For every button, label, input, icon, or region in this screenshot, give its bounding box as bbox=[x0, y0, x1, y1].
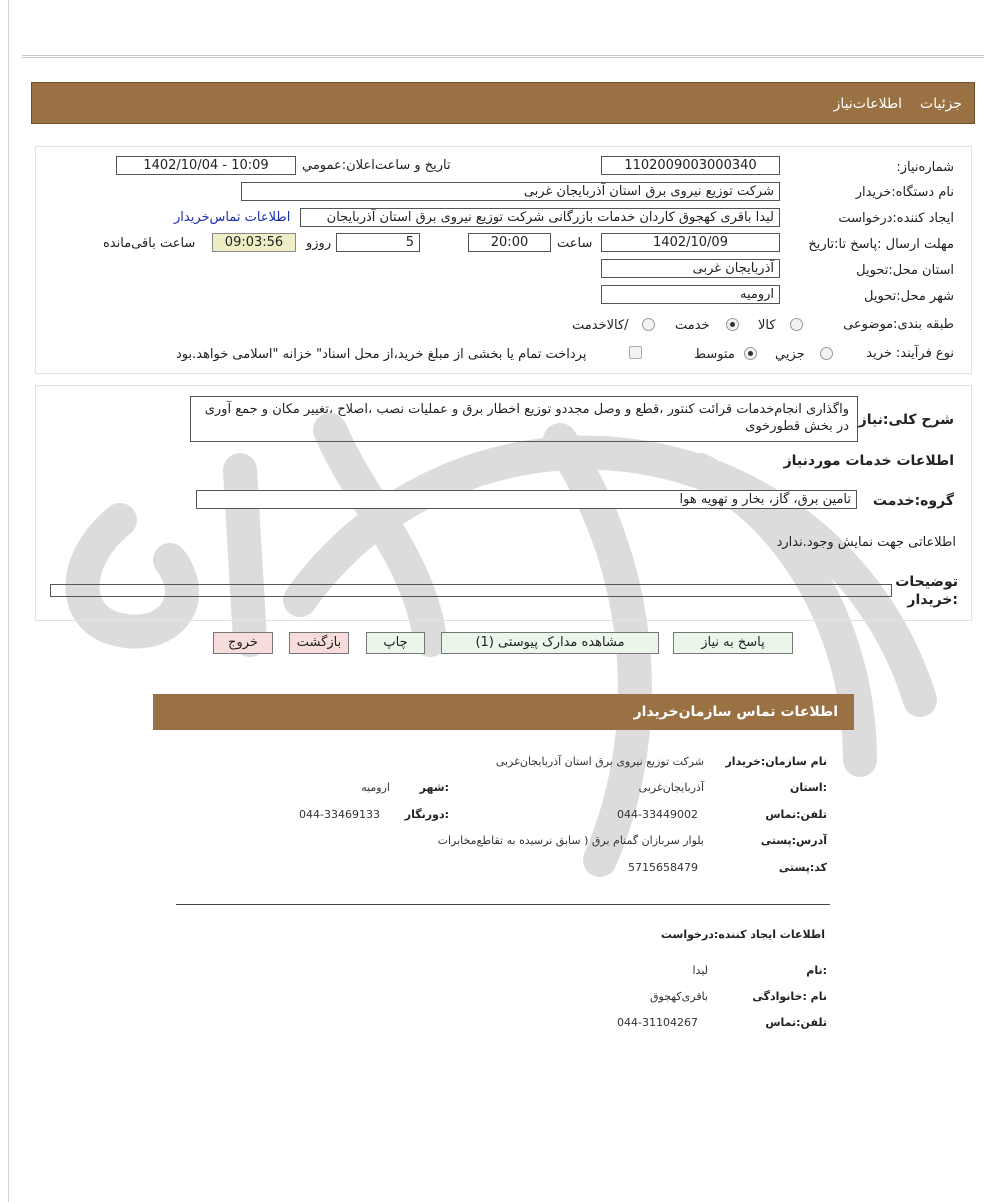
contact-city-value: ارومیه bbox=[361, 781, 390, 794]
buyer-contact-header bbox=[153, 694, 854, 730]
general-description-field: واگذاری انجام‌خدمات قرائت کنتور ،قطع و وصل مجددو توزیع اخطار برق و عملیات نصب ،اصلاح ،تغییر مکان و جمع آوری در بخش قطورخوی bbox=[190, 396, 858, 442]
deadline-time-field: 20:00 bbox=[468, 233, 551, 252]
announce-field: 1402/10/04 - 10:09 bbox=[116, 156, 296, 175]
need-number-label: شماره‌نیاز: bbox=[896, 160, 954, 175]
print-button[interactable]: چاپ bbox=[366, 632, 425, 654]
buyer-contact-title: اطلاعات تماس سازمان‌خریدار bbox=[633, 704, 838, 720]
remaining-time-field: 09:03:56 bbox=[212, 233, 296, 252]
creator-family-label: نام :خانوادگی bbox=[752, 990, 827, 1003]
need-info-panel bbox=[35, 146, 972, 374]
creator-name-label: :نام bbox=[806, 964, 827, 977]
city-label: شهر محل‌:تحویل bbox=[864, 289, 954, 304]
deadline-label: مهلت ارسال :پاسخ تا:تاریخ bbox=[808, 237, 954, 252]
creator-name-value: لیدا bbox=[692, 964, 708, 977]
reply-button[interactable]: پاسخ به نیاز bbox=[673, 632, 793, 654]
deadline-date-field: 1402/10/09 bbox=[601, 233, 780, 252]
days-label: روزو bbox=[306, 236, 332, 251]
city-field: ارومیه bbox=[601, 285, 780, 304]
buyer-org-name-label: نام سازمان:خریدار bbox=[725, 755, 827, 768]
remaining-label: ساعت باقی‌مانده bbox=[103, 236, 196, 251]
buyer-org-field: شرکت توزیع نیروی برق استان آذربایجان غربی bbox=[241, 182, 780, 201]
creator-phone-label: تلفن:تماس bbox=[765, 1016, 827, 1029]
contact-phone-label: تلفن:تماس bbox=[765, 808, 827, 821]
treasury-payment-note: پرداخت تمام یا بخشی از مبلغ خرید،از محل اسناد" خزانه "اسلامی خواهد.بود bbox=[176, 347, 587, 362]
announce-label: تاریخ و ساعت‌اعلان‌:عمومي bbox=[302, 158, 451, 173]
category-service-label: خدمت bbox=[675, 318, 710, 333]
view-attachments-button[interactable]: مشاهده مدارک پیوستی (1) bbox=[441, 632, 659, 654]
buyer-org-name-value: شرکت توزیع نیروی برق استان آذربایجان‌غربی bbox=[495, 755, 704, 768]
category-goods-service-label: /کالاخدمت bbox=[572, 318, 629, 333]
back-button[interactable]: بازگشت bbox=[289, 632, 349, 654]
category-goods-radio[interactable] bbox=[790, 318, 803, 331]
category-service-radio[interactable] bbox=[726, 318, 739, 331]
creator-field: لیدا باقری کهجوق کاردان خدمات بازرگانی شرکت توزیع نیروی برق استان آذربایجان bbox=[300, 208, 780, 227]
treasury-payment-checkbox[interactable] bbox=[629, 346, 642, 359]
process-partial-label: جزیي bbox=[775, 347, 805, 362]
province-field: آذربایجان غربی bbox=[601, 259, 780, 278]
creator-phone-value: 044-31104267 bbox=[617, 1016, 698, 1029]
contact-phone-value: 044-33449002 bbox=[617, 808, 698, 821]
contact-city-label: :شهر bbox=[419, 781, 449, 794]
no-info-text: اطلاعاتی جهت نمایش وجود.ندارد bbox=[776, 535, 956, 550]
category-goods-label: کالا bbox=[758, 318, 776, 333]
process-medium-radio[interactable] bbox=[744, 347, 757, 360]
buyer-notes-field bbox=[50, 584, 892, 597]
category-goods-service-radio[interactable] bbox=[642, 318, 655, 331]
contact-fax-value: 044-33469133 bbox=[299, 808, 380, 821]
contact-postal-label: کد:پستی bbox=[778, 861, 827, 874]
tab-details[interactable]: جزئیات bbox=[920, 96, 962, 112]
services-info-title: اطلاعات خدمات موردنیاز bbox=[783, 453, 954, 469]
buyer-notes-label-line1: توضیحات bbox=[895, 574, 958, 590]
buyer-notes-label-line2: :خریدار bbox=[907, 592, 958, 608]
general-description-label: شرح کلی:نیاز bbox=[858, 412, 954, 428]
service-group-label: گروه‌:خدمت bbox=[872, 493, 954, 509]
contact-address-label: آدرس:پستی bbox=[760, 834, 827, 847]
process-medium-label: متوسط bbox=[694, 347, 735, 362]
contact-province-value: آذربایجان‌غربی bbox=[638, 781, 704, 794]
exit-button[interactable]: خروج bbox=[213, 632, 273, 654]
days-field: 5 bbox=[336, 233, 420, 252]
contact-province-label: :استان bbox=[790, 781, 827, 794]
buyer-org-label: نام دستگاه‌:خریدار bbox=[855, 185, 954, 200]
creator-label: ایجاد کننده‌:درخواست bbox=[838, 211, 954, 226]
process-partial-radio[interactable] bbox=[820, 347, 833, 360]
category-label: طبقه بندی‌:موضوعی bbox=[843, 317, 954, 332]
contact-postal-value: 5715658479 bbox=[628, 861, 698, 874]
contact-divider bbox=[176, 904, 830, 905]
creator-family-value: باقری‌کهجوق bbox=[650, 990, 708, 1003]
province-label: استان محل‌:تحویل bbox=[856, 263, 954, 278]
deadline-time-label: ساعت bbox=[557, 236, 593, 251]
service-group-field: تامین برق، گاز، بخار و تهویه هوا bbox=[196, 490, 857, 509]
tab-need-info[interactable]: اطلاعات‌نیاز bbox=[833, 96, 902, 112]
contact-address-value: بلوار سربازان گمنام برق ( سابق نرسیده به تقاطع‌مخابرات bbox=[437, 834, 704, 847]
need-number-field: 1102009003000340 bbox=[601, 156, 780, 175]
buyer-contact-link[interactable]: اطلاعات تماس‌خریدار bbox=[174, 210, 291, 225]
page-header bbox=[31, 82, 975, 124]
creator-info-title: اطلاعات ایجاد کننده‌:درخواست bbox=[660, 928, 825, 941]
process-type-label: نوع فرآیند: خرید bbox=[866, 346, 954, 361]
contact-fax-label: :دورنگار bbox=[404, 808, 449, 821]
